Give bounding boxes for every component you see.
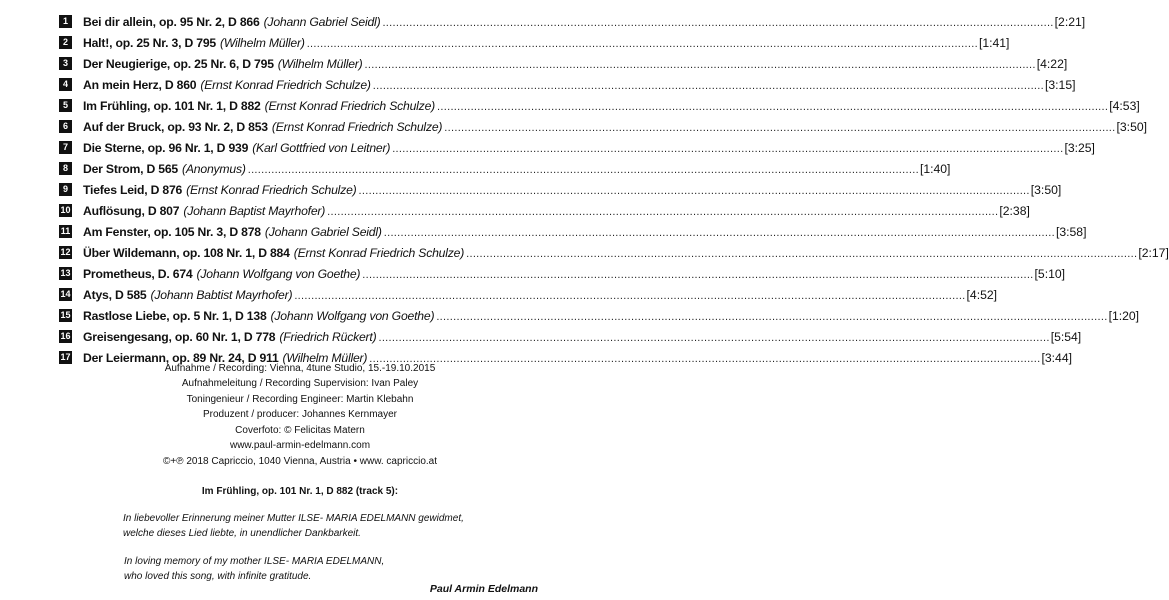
track-title: Prometheus, D. 674 bbox=[83, 266, 193, 281]
track-number: 13 bbox=[60, 268, 71, 278]
track-number: 9 bbox=[59, 183, 72, 196]
dot-leader: ........................................................................................................................................................................................................ bbox=[306, 38, 978, 50]
track-number: 2 bbox=[59, 36, 72, 49]
track-duration: [4:53] bbox=[1109, 98, 1140, 113]
track-row bbox=[59, 53, 1068, 74]
track-number: 11 bbox=[60, 226, 71, 236]
credit-recording: Aufnahme / Recording: Vienna, 4tune Studio, 15.-19.10.2015 bbox=[164, 363, 436, 374]
track-number: 15 bbox=[60, 310, 71, 320]
dedication-german-line1: In liebevoller Erinnerung meiner Mutter ILSE- MARIA EDELMANN gewidmet, bbox=[123, 513, 464, 524]
track-row bbox=[59, 221, 1087, 242]
note-title: Im Frühling, op. 101 Nr. 1, D 882 (track 5): bbox=[201, 486, 399, 497]
track-number: 16 bbox=[60, 331, 71, 341]
dot-leader: ........................................................................................................................................................................................................ bbox=[358, 185, 1030, 197]
track-title: Der Neugierige, op. 25 Nr. 6, D 795 bbox=[83, 56, 274, 71]
track-title: Bei dir allein, op. 95 Nr. 2, D 866 bbox=[83, 14, 260, 29]
track-number: 7 bbox=[59, 141, 72, 154]
track-row bbox=[59, 137, 1095, 158]
track-poet: (Johann Wolfgang von Goethe) bbox=[270, 308, 435, 323]
track-duration: [3:25] bbox=[1064, 140, 1095, 155]
track-poet: (Anonymus) bbox=[182, 161, 246, 176]
track-row bbox=[59, 263, 1066, 284]
dot-leader: ........................................................................................................................................................................................................ bbox=[369, 353, 1041, 365]
track-poet: (Johann Gabriel Seidl) bbox=[264, 224, 382, 239]
dedication-english-line1: In loving memory of my mother ILSE- MARIA EDELMANN, bbox=[124, 556, 385, 567]
track-number: 10 bbox=[60, 205, 71, 215]
track-poet: (Johann Wolfgang von Goethe) bbox=[196, 266, 361, 281]
track-duration: [1:20] bbox=[1108, 308, 1140, 323]
track-poet: (Ernst Konrad Friedrich Schulze) bbox=[271, 119, 443, 134]
track-title: Die Sterne, op. 96 Nr. 1, D 939 bbox=[83, 140, 249, 155]
track-duration: [2:17] bbox=[1138, 245, 1169, 260]
track-title: Der Leiermann, op. 89 Nr. 24, D 911 bbox=[83, 350, 279, 365]
dot-leader: ........................................................................................................................................................................................................ bbox=[372, 80, 1044, 92]
track-title: Der Strom, D 565 bbox=[83, 161, 179, 176]
track-title: Atys, D 585 bbox=[83, 287, 147, 302]
track-row bbox=[59, 95, 1140, 116]
track-poet: (Ernst Konrad Friedrich Schulze) bbox=[264, 98, 436, 113]
track-poet: (Ernst Konrad Friedrich Schulze) bbox=[293, 245, 465, 260]
track-row bbox=[59, 116, 1148, 137]
tracklist bbox=[59, 11, 1169, 368]
track-row bbox=[59, 284, 998, 305]
track-duration: [3:15] bbox=[1045, 77, 1076, 92]
track-row bbox=[59, 200, 1030, 221]
track-number: 4 bbox=[59, 78, 72, 91]
dot-leader: ........................................................................................................................................................................................................ bbox=[362, 269, 1034, 281]
track-row bbox=[59, 326, 1082, 347]
dedication-english-line2: who loved this song, with infinite gratitude. bbox=[124, 570, 312, 582]
track-poet: (Johann Baptist Mayrhofer) bbox=[183, 203, 326, 218]
track-duration: [3:58] bbox=[1055, 224, 1087, 239]
dot-leader: ........................................................................................................................................................................................................ bbox=[436, 311, 1108, 323]
track-title: Halt!, op. 25 Nr. 3, D 795 bbox=[83, 35, 216, 50]
track-duration: [2:21] bbox=[1054, 14, 1086, 29]
track-row bbox=[59, 179, 1062, 200]
track-poet: (Ernst Konrad Friedrich Schulze) bbox=[200, 77, 371, 92]
dot-leader: ........................................................................................................................................................................................................ bbox=[247, 164, 919, 176]
dedication-german bbox=[123, 512, 464, 541]
signature: Paul Armin Edelmann bbox=[429, 583, 538, 595]
dedication-english bbox=[124, 555, 384, 584]
track-duration: [3:50] bbox=[1116, 119, 1148, 134]
track-poet: (Johann Gabriel Seidl) bbox=[263, 14, 381, 29]
track-poet: (Wilhelm Müller) bbox=[277, 56, 363, 71]
dot-leader: ........................................................................................................................................................................................................ bbox=[294, 290, 966, 302]
track-poet: (Johann Babtist Mayrhofer) bbox=[150, 287, 293, 302]
track-poet: (Karl Gottfried von Leitner) bbox=[252, 140, 391, 155]
track-title: Am Fenster, op. 105 Nr. 3, D 878 bbox=[83, 224, 261, 239]
track-number: 12 bbox=[60, 247, 71, 257]
credit-supervision: Aufnahmeleitung / Recording Supervision: Ivan Paley bbox=[181, 378, 419, 390]
track-number: 8 bbox=[59, 162, 72, 175]
dot-leader: ........................................................................................................................................................................................................ bbox=[392, 143, 1064, 155]
track-number: 3 bbox=[59, 57, 72, 70]
credit-coverphoto: Coverfoto: © Felicitas Matern bbox=[235, 424, 365, 436]
dot-leader: ........................................................................................................................................................................................................ bbox=[383, 227, 1055, 239]
track-title: Greisengesang, op. 60 Nr. 1, D 778 bbox=[83, 329, 276, 344]
dot-leader: ........................................................................................................................................................................................................ bbox=[437, 101, 1109, 113]
dot-leader: ........................................................................................................................................................................................................ bbox=[466, 248, 1138, 260]
track-poet: (Wilhelm Müller) bbox=[219, 35, 305, 50]
track-duration: [1:40] bbox=[919, 161, 951, 176]
track-duration: [3:50] bbox=[1030, 182, 1062, 197]
credit-website: www.paul-armin-edelmann.com bbox=[229, 440, 371, 452]
dot-leader: ........................................................................................................................................................................................................ bbox=[444, 122, 1116, 134]
track-duration: [2:38] bbox=[999, 203, 1030, 218]
track-number: 6 bbox=[59, 120, 72, 133]
track-number: 1 bbox=[59, 15, 72, 28]
track-title: Auflösung, D 807 bbox=[83, 203, 180, 218]
track-row bbox=[59, 32, 1010, 53]
track-row bbox=[59, 242, 1169, 263]
track-duration: [4:52] bbox=[966, 287, 998, 302]
track-poet: (Friedrich Rückert) bbox=[279, 329, 377, 344]
track-title: Tiefes Leid, D 876 bbox=[83, 182, 183, 197]
track-title: An mein Herz, D 860 bbox=[83, 77, 197, 92]
copyright-line: ©+℗ 2018 Capriccio, 1040 Vienna, Austria • www. capriccio.at bbox=[162, 456, 438, 467]
track-poet: (Ernst Konrad Friedrich Schulze) bbox=[186, 182, 357, 197]
track-number: 14 bbox=[60, 289, 71, 299]
credit-producer: Produzent / producer: Johannes Kernmayer bbox=[203, 409, 397, 421]
track-title: Über Wildemann, op. 108 Nr. 1, D 884 bbox=[83, 245, 290, 260]
track-duration: [5:10] bbox=[1034, 266, 1066, 281]
track-number: 5 bbox=[59, 99, 72, 112]
track-duration: [5:54] bbox=[1050, 329, 1082, 344]
credits bbox=[0, 361, 600, 453]
track-number: 17 bbox=[60, 352, 71, 362]
track-row bbox=[59, 305, 1140, 326]
dedication-german-line2: welche dieses Lied liebte, in unendlicher Dankbarkeit. bbox=[123, 527, 361, 539]
track-row bbox=[59, 11, 1086, 32]
track-title: Auf der Bruck, op. 93 Nr. 2, D 853 bbox=[83, 119, 268, 134]
dot-leader: ........................................................................................................................................................................................................ bbox=[364, 59, 1036, 71]
track-row bbox=[59, 158, 951, 179]
track-duration: [1:41] bbox=[978, 35, 1010, 50]
dot-leader: ........................................................................................................................................................................................................ bbox=[378, 332, 1050, 344]
track-duration: [3:44] bbox=[1041, 350, 1072, 365]
track-duration: [4:22] bbox=[1036, 56, 1068, 71]
credit-engineer: Toningenieur / Recording Engineer: Martin Klebahn bbox=[186, 393, 414, 405]
track-row bbox=[59, 74, 1076, 95]
dot-leader: ........................................................................................................................................................................................................ bbox=[327, 206, 999, 218]
dot-leader: ........................................................................................................................................................................................................ bbox=[382, 17, 1054, 29]
track-poet: (Wilhelm Müller) bbox=[282, 350, 368, 365]
track-title: Im Frühling, op. 101 Nr. 1, D 882 bbox=[83, 98, 261, 113]
track-title: Rastlose Liebe, op. 5 Nr. 1, D 138 bbox=[83, 308, 267, 323]
